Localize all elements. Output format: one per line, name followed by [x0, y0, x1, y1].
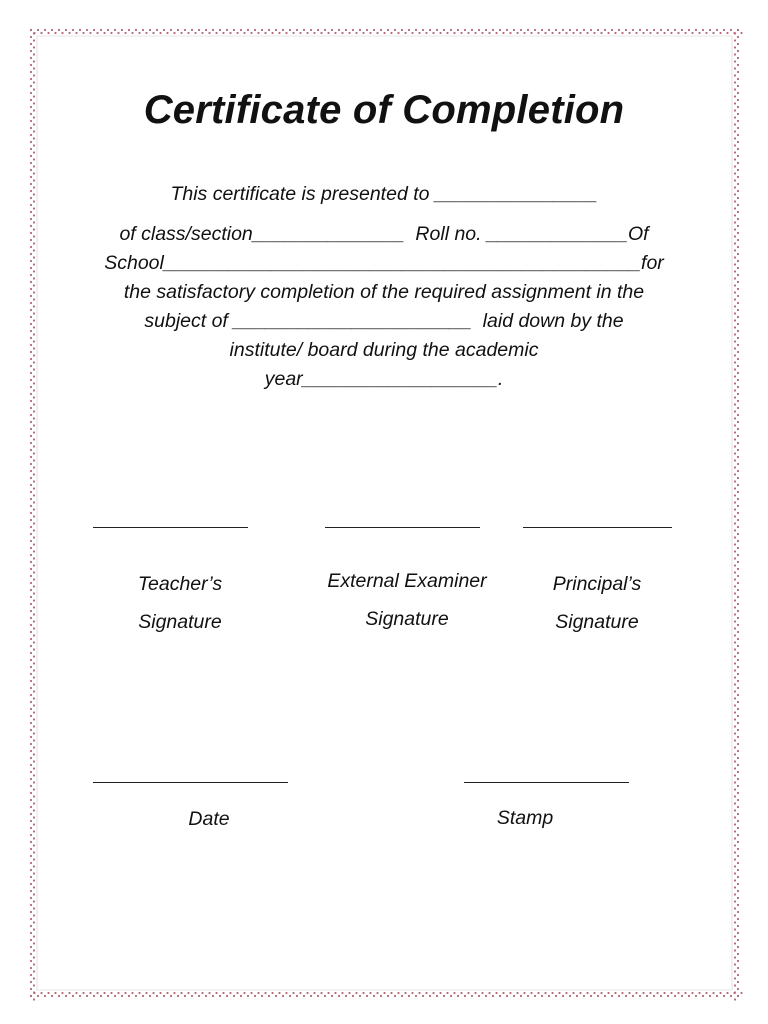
- principal-signature-line: [523, 527, 672, 529]
- body-line-class-section: of class/section______________ Roll no. _____________Of: [119, 223, 649, 245]
- teacher-label: Teacher’s: [137, 573, 223, 595]
- teacher-signature-label: Signature: [138, 611, 222, 633]
- certificate-title: Certificate of Completion: [143, 88, 625, 132]
- stamp-line: [464, 782, 629, 784]
- date-label: Date: [188, 808, 230, 830]
- examiner-signature-line: [325, 527, 480, 529]
- body-line-institute: institute/ board during the academic: [229, 339, 539, 361]
- body-line-school: School____________________________________________for: [104, 252, 664, 274]
- principal-signature-label: Signature: [555, 611, 639, 633]
- principal-label: Principal’s: [552, 573, 642, 595]
- body-line-year: year__________________.: [264, 368, 504, 390]
- external-examiner-signature-label: Signature: [365, 608, 449, 630]
- date-line: [93, 782, 288, 784]
- external-examiner-label: External Examiner: [327, 570, 487, 592]
- body-line-subject: subject of ______________________ laid down by the: [144, 310, 624, 332]
- body-line-satisfactory: the satisfactory completion of the required assignment in the: [123, 281, 645, 303]
- body-line-presented-to: This certificate is presented to _______________: [170, 183, 598, 205]
- stamp-label: Stamp: [496, 807, 554, 829]
- teacher-signature-line: [93, 527, 248, 529]
